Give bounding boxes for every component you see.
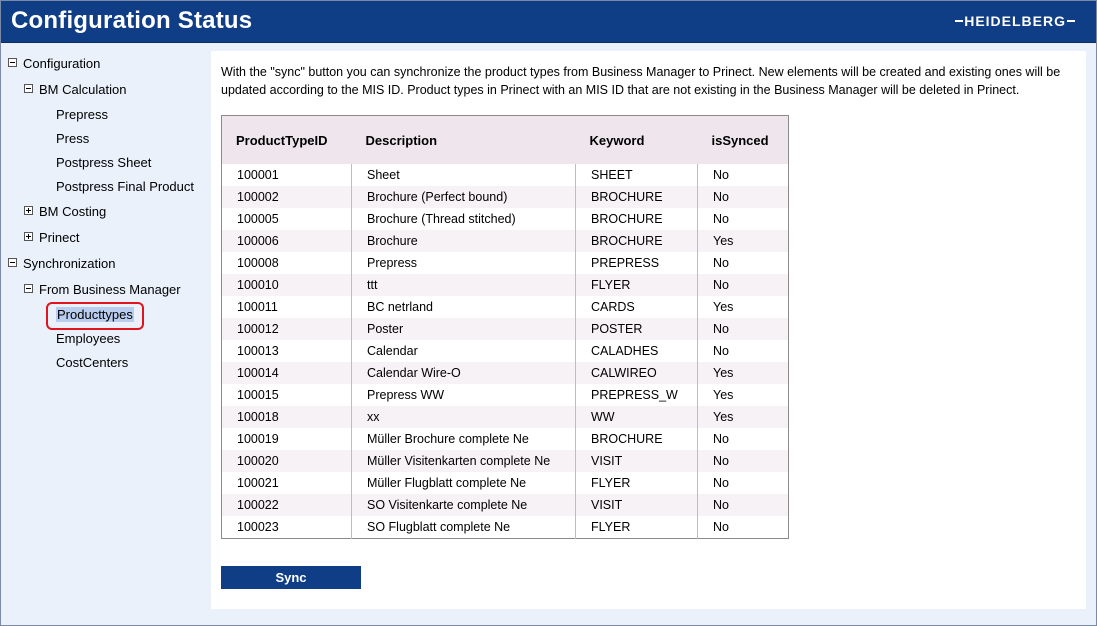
cell-producttypeid: 100014 [222,362,352,384]
cell-issynced: No [698,494,789,516]
cell-keyword: BROCHURE [576,186,698,208]
table-row[interactable] [222,362,789,384]
cell-issynced: No [698,450,789,472]
cell-description: Calendar [352,340,576,362]
cell-issynced: No [698,186,789,208]
cell-keyword: BROCHURE [576,428,698,450]
table-row[interactable] [222,208,789,230]
table-row[interactable] [222,274,789,296]
tree-item-costcenters[interactable]: CostCenters [56,355,129,370]
cell-producttypeid: 100006 [222,230,352,252]
cell-keyword: VISIT [576,494,698,516]
product-types-table [221,115,789,539]
table-row[interactable] [222,516,789,539]
cell-issynced: No [698,428,789,450]
cell-description: Poster [352,318,576,340]
cell-keyword: FLYER [576,516,698,539]
table-row[interactable] [222,428,789,450]
cell-producttypeid: 100019 [222,428,352,450]
tree-item-press[interactable]: Press [56,131,90,146]
table-row[interactable] [222,406,789,428]
cell-description: Prepress WW [352,384,576,406]
cell-producttypeid: 100002 [222,186,352,208]
column-header-description[interactable]: Description [352,116,576,165]
cell-description: BC netrland [352,296,576,318]
cell-keyword: FLYER [576,472,698,494]
table-row[interactable] [222,384,789,406]
cell-description: SO Flugblatt complete Ne [352,516,576,539]
cell-description: Sheet [352,164,576,186]
cell-issynced: No [698,208,789,230]
intro-text: With the "sync" button you can synchronize the product types from Business Manager to Prinect. New elements will be created and existing ones will be updated according to the MIS ID. Product types in Prinect with an MIS ID that are not existing in the Business Manager will be deleted in Prinect. [221,65,1061,97]
cell-producttypeid: 100008 [222,252,352,274]
cell-producttypeid: 100001 [222,164,352,186]
cell-producttypeid: 100012 [222,318,352,340]
tree-node-from-business-manager[interactable]: From Business Manager [24,281,181,299]
expand-icon[interactable] [24,206,33,215]
cell-issynced: No [698,274,789,296]
column-header-issynced[interactable]: isSynced [698,116,789,165]
table-row[interactable] [222,494,789,516]
cell-description: Prepress [352,252,576,274]
collapse-icon[interactable] [8,58,17,67]
cell-description: Brochure (Perfect bound) [352,186,576,208]
table-header-row [222,116,789,165]
tree-node-bm-calculation[interactable]: BM Calculation [24,81,126,99]
cell-description: Brochure (Thread stitched) [352,208,576,230]
cell-issynced: Yes [698,406,789,428]
cell-keyword: BROCHURE [576,208,698,230]
page-title: Configuration Status [11,7,253,34]
tree-node-prinect[interactable]: Prinect [24,229,79,247]
cell-producttypeid: 100013 [222,340,352,362]
cell-keyword: BROCHURE [576,230,698,252]
cell-producttypeid: 100011 [222,296,352,318]
cell-description: xx [352,406,576,428]
tree-item-employees[interactable]: Employees [56,331,121,346]
collapse-icon[interactable] [24,284,33,293]
cell-producttypeid: 100015 [222,384,352,406]
cell-issynced: No [698,340,789,362]
cell-issynced: No [698,164,789,186]
tree-node-synchronization[interactable]: Synchronization [8,255,116,273]
cell-producttypeid: 100018 [222,406,352,428]
heidelberg-logo: HEIDELBERG [954,13,1076,29]
cell-issynced: No [698,252,789,274]
cell-description: SO Visitenkarte complete Ne [352,494,576,516]
selection-highlight-box [46,302,144,330]
cell-producttypeid: 100010 [222,274,352,296]
cell-issynced: Yes [698,362,789,384]
cell-keyword: CARDS [576,296,698,318]
cell-issynced: Yes [698,296,789,318]
cell-issynced: No [698,516,789,539]
content-panel [211,51,1086,609]
cell-keyword: PREPRESS [576,252,698,274]
cell-description: Calendar Wire-O [352,362,576,384]
cell-issynced: Yes [698,230,789,252]
tree-item-prepress[interactable]: Prepress [56,107,109,122]
table-row[interactable] [222,230,789,252]
cell-keyword: VISIT [576,450,698,472]
cell-keyword: WW [576,406,698,428]
table-row[interactable] [222,296,789,318]
cell-keyword: POSTER [576,318,698,340]
cell-description: Müller Visitenkarten complete Ne [352,450,576,472]
cell-issynced: No [698,318,789,340]
tree-item-postpress-sheet[interactable]: Postpress Sheet [56,155,152,170]
sync-button[interactable]: Sync [221,566,361,589]
cell-keyword: FLYER [576,274,698,296]
cell-description: Müller Flugblatt complete Ne [352,472,576,494]
cell-producttypeid: 100020 [222,450,352,472]
cell-description: Müller Brochure complete Ne [352,428,576,450]
table-row[interactable] [222,340,789,362]
table-row[interactable] [222,164,789,186]
navigation-tree [1,49,207,619]
cell-producttypeid: 100023 [222,516,352,539]
cell-issynced: Yes [698,384,789,406]
table-row[interactable] [222,472,789,494]
cell-description: ttt [352,274,576,296]
collapse-icon[interactable] [24,84,33,93]
column-header-keyword[interactable]: Keyword [576,116,698,165]
cell-producttypeid: 100005 [222,208,352,230]
table-row[interactable] [222,450,789,472]
tree-node-configuration[interactable]: Configuration [8,55,100,73]
tree-item-postpress-final-product[interactable]: Postpress Final Product [56,179,195,194]
selected-label: Producttypes [57,307,133,322]
cell-producttypeid: 100022 [222,494,352,516]
table-row[interactable] [222,186,789,208]
cell-keyword: PREPRESS_W [576,384,698,406]
cell-keyword: CALWIREO [576,362,698,384]
column-header-producttypeid[interactable]: ProductTypeID [222,116,352,165]
cell-issynced: No [698,472,789,494]
table-row[interactable] [222,318,789,340]
cell-keyword: CALADHES [576,340,698,362]
cell-producttypeid: 100021 [222,472,352,494]
table-row[interactable] [222,252,789,274]
cell-description: Brochure [352,230,576,252]
cell-keyword: SHEET [576,164,698,186]
expand-icon[interactable] [24,232,33,241]
collapse-icon[interactable] [8,258,17,267]
header-bar [1,1,1096,43]
tree-node-bm-costing[interactable]: BM Costing [24,203,106,221]
